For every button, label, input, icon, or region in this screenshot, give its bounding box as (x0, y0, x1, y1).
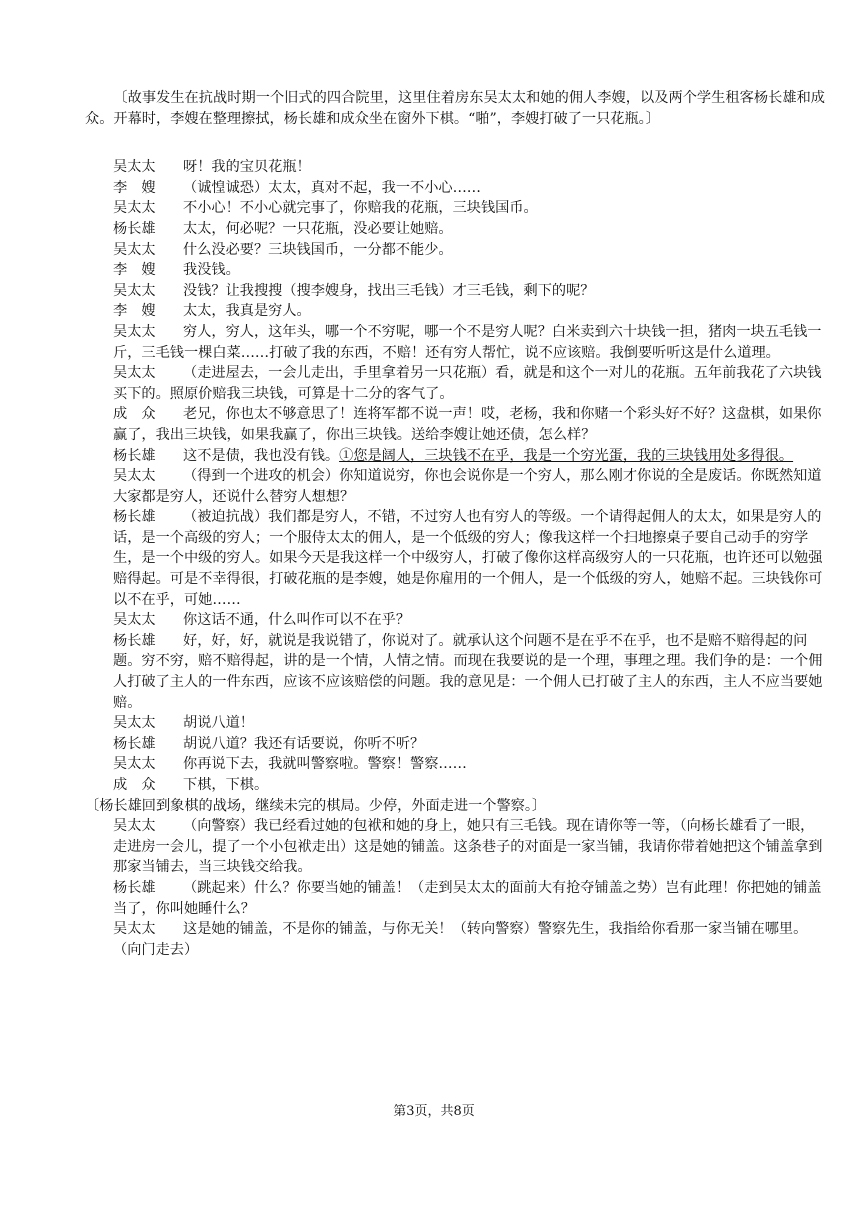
speaker-name: 成 众 (113, 777, 156, 793)
page-footer: 第3页，共8页 (393, 1104, 475, 1119)
dialogue-line (85, 363, 825, 404)
dialogue-text: 太太，我真是穷人。 (183, 303, 311, 320)
speaker-name: 杨长雄 (113, 735, 156, 752)
dialogue-line (85, 466, 825, 507)
speaker-name: 吴太太 (113, 159, 156, 176)
dialogue-line (85, 301, 825, 322)
dialogue-text: 穷人，穷人，这年头，哪一个不穷呢，哪一个不是穷人呢？白米卖到六十块钱一担，猪肉一块五毛钱一斤，三毛钱一棵白菜……打破了我的东西，不赔！还有穷人帮忙，说不应该赔。我倒要听听这是什么道理。 (113, 323, 822, 361)
speaker-name: 吴太太 (113, 282, 156, 299)
dialogue-text: 这不是债，我也没有钱。 (183, 447, 340, 464)
dialogue-text: 没钱？让我搜搜（搜李嫂身，找出三毛钱）才三毛钱，剩下的呢？ (183, 282, 595, 299)
dialogue-line (85, 178, 825, 199)
speaker-name: 吴太太 (113, 323, 156, 340)
speaker-name: 吴太太 (113, 468, 156, 485)
speaker-name: 杨长雄 (113, 447, 156, 464)
dialogue-block-2 (85, 816, 825, 960)
speaker-name: 李 嫂 (113, 262, 156, 279)
dialogue-text: （走进屋去，一会儿走出，手里拿着另一只花瓶）看，就是和这个一对儿的花瓶。五年前我花了六块钱买下的。照原价赔我三块钱，可算是十二分的客气了。 (113, 365, 822, 402)
dialogue-line (85, 281, 825, 302)
dialogue-text: （跳起来）什么？你要当她的铺盖！（走到吴太太的面前大有抢夺铺盖之势）岂有此理！你把她的铺盖当了，你叫她睡什么？ (113, 879, 822, 917)
dialogue-text: 胡说八道！ (183, 715, 254, 732)
spacer (85, 129, 825, 157)
dialogue-text: 你再说下去，我就叫警察啦。警察！警察…… (183, 756, 467, 773)
dialogue-text: （诚惶诚恐）太太，真对不起，我一不小心…… (183, 179, 481, 196)
dialogue-text: 下棋，下棋。 (183, 777, 269, 793)
dialogue-block (85, 157, 825, 795)
dialogue-line (85, 446, 825, 467)
speaker-name: 吴太太 (113, 612, 156, 629)
dialogue-text: 你这话不通，什么叫作可以不在乎？ (183, 612, 411, 629)
speaker-name: 李 嫂 (113, 303, 156, 320)
dialogue-line (85, 260, 825, 281)
dialogue-line (85, 775, 825, 796)
dialogue-text: 我没钱。 (183, 262, 240, 279)
dialogue-text: 好，好，好，就说是我说错了，你说对了。就承认这个问题不是在乎不在乎，也不是赔不赔得起的问题。穷不穷，赔不赔得起，讲的是一个情，人情之情。而现在我要说的是一个理，事理之理。我们争的是：一个佣人打破了主人的一件东西，应该不应该赔偿的问题。我的意见是：一个佣人已打破了主人的东西，主人不应当要她赔。 (113, 632, 823, 711)
dialogue-text: （得到一个进攻的机会）你知道说穷，你也会说你是一个穷人，那么刚才你说的全是废话。你既然知道大家都是穷人，还说什么替穷人想想？ (113, 468, 822, 505)
dialogue-line (85, 919, 825, 960)
speaker-name: 吴太太 (113, 241, 156, 258)
speaker-name: 杨长雄 (113, 509, 156, 526)
document-body (85, 88, 825, 960)
dialogue-text: （被迫抗战）我们都是穷人，不错，不过穷人也有穷人的等级。一个请得起佣人的太太，如果是穷人的话，是一个高级的穷人；一个服侍太太的佣人，是一个低级的穷人；像我这样一个扫地擦桌子要自己动手的穷学生，是一个中级的穷人。如果今天是我这样一个中级穷人，打破了像你这样高级穷人的一只花瓶，也许还可以勉强赔得起。可是不幸得很，打破花瓶的是李嫂，她是你雇用的一个佣人，是一个低级的穷人，她赔不起。三块钱你可以不在乎，可她…… (113, 509, 823, 608)
speaker-name: 吴太太 (113, 921, 156, 938)
dialogue-line (85, 404, 825, 445)
dialogue-line (85, 322, 825, 363)
intro-paragraph: 〔故事发生在抗战时期一个旧式的四合院里，这里住着房东吴太太和她的佣人李嫂，以及两个学生租客杨长雄和成众。开幕时，李嫂在整理擦拭，杨长雄和成众坐在窗外下棋。“啪”，李嫂打破了一只花瓶。〕 (85, 90, 825, 127)
speaker-name: 吴太太 (113, 818, 156, 835)
dialogue-line (85, 631, 825, 713)
speaker-name: 杨长雄 (113, 879, 156, 896)
speaker-name: 杨长雄 (113, 632, 156, 649)
speaker-name: 李 嫂 (113, 179, 156, 196)
dialogue-line (85, 610, 825, 631)
dialogue-line (85, 754, 825, 775)
dialogue-text: （向警察）我已经看过她的包袱和她的身上，她只有三毛钱。现在请你等一等，（向杨长雄看了一眼，走进房一会儿，提了一个小包袱走出）这是她的铺盖。这条巷子的对面是一家当铺，我请你带着她把这个铺盖拿到那家当铺去，当三块钱交给我。 (113, 818, 823, 876)
dialogue-line (85, 240, 825, 261)
dialogue-text: 不小心！不小心就完事了，你赔我的花瓶，三块钱国币。 (183, 200, 538, 217)
dialogue-text: 什么没必要？三块钱国币，一分都不能少。 (183, 241, 453, 258)
dialogue-line (85, 816, 825, 878)
dialogue-line (85, 157, 825, 178)
dialogue-line (85, 507, 825, 610)
underlined-sentence: ①您是阔人，三块钱不在乎，我是一个穷光蛋，我的三块钱用处多得很。 (339, 447, 794, 464)
dialogue-line (85, 713, 825, 734)
speaker-name: 吴太太 (113, 756, 156, 773)
stage-direction: 〔杨长雄回到象棋的战场，继续未完的棋局。少停，外面走进一个警察。〕 (85, 797, 547, 814)
dialogue-text: 呀！我的宝贝花瓶！ (183, 159, 311, 176)
speaker-name: 吴太太 (113, 200, 156, 217)
speaker-name: 成 众 (113, 406, 156, 423)
dialogue-text: 胡说八道？我还有话要说，你听不听？ (183, 735, 425, 752)
dialogue-line (85, 219, 825, 240)
dialogue-line (85, 878, 825, 919)
dialogue-line (85, 198, 825, 219)
dialogue-text: 这是她的铺盖，不是你的铺盖，与你无关！（转向警察）警察先生，我指给你看那一家当铺在哪里。（向门走去） (113, 921, 808, 958)
dialogue-line (85, 734, 825, 755)
speaker-name: 吴太太 (113, 365, 156, 382)
speaker-name: 吴太太 (113, 715, 156, 732)
dialogue-text: 太太，何必呢？一只花瓶，没必要让她赔。 (183, 220, 453, 237)
dialogue-text: 老兄，你也太不够意思了！连将军都不说一声！哎，老杨，我和你赌一个彩头好不好？这盘棋，如果你赢了，我出三块钱，如果我赢了，你出三块钱。送给李嫂让她还债，怎么样？ (113, 406, 822, 443)
speaker-name: 杨长雄 (113, 220, 156, 237)
